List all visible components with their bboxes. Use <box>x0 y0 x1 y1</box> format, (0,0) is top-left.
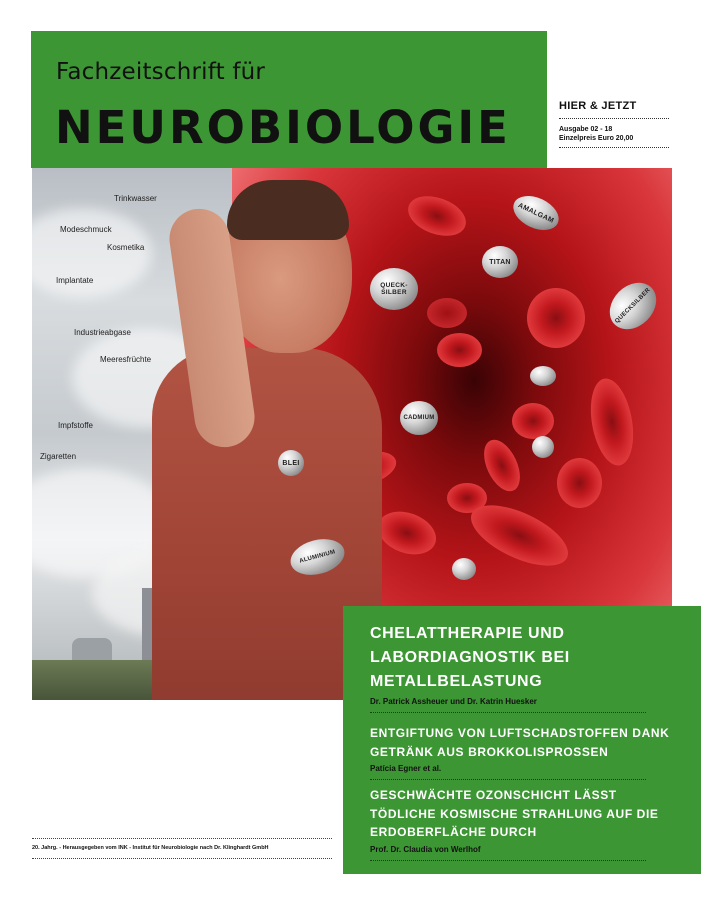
article-author: Dr. Patrick Assheuer und Dr. Katrin Huesker <box>370 697 537 706</box>
dotted-divider <box>370 712 646 713</box>
metal-particle: TITAN <box>482 246 518 278</box>
magazine-supertitle: Fachzeitschrift für <box>56 59 266 85</box>
article-author: Prof. Dr. Claudia von Werlhof <box>370 844 481 854</box>
metal-particle: ALUMINIUM <box>287 533 349 580</box>
source-label: Impfstoffe <box>58 421 93 430</box>
article-teaser[interactable] <box>370 724 670 780</box>
blood-cell <box>557 458 602 508</box>
dotted-divider <box>559 118 669 119</box>
source-label: Meeresfrüchte <box>100 355 152 364</box>
article-title: GESCHWÄCHTE OZONSCHICHT LÄSST TÖDLICHE KOSMISCHE STRAHLUNG AUF DIE ERDOBERFLÄCHE DURCH <box>370 788 659 839</box>
source-label: Modeschmuck <box>60 225 112 234</box>
masthead <box>31 31 547 168</box>
article-author: Patícia Egner et al. <box>370 764 442 773</box>
metal-particle: CADMIUM <box>400 401 438 435</box>
article-title: CHELATTHERAPIE UND LABORDIAGNOSTIK BEI METALLBELASTUNG <box>370 625 570 690</box>
blood-cell <box>512 403 554 439</box>
dotted-divider <box>559 147 669 148</box>
metal-particle: QUECK-SILBER <box>370 268 418 310</box>
article-teaser[interactable] <box>370 786 670 861</box>
blood-cell <box>427 298 467 328</box>
metal-particle: BLEI <box>278 450 304 476</box>
dotted-divider <box>370 779 646 780</box>
man-hair <box>227 180 349 240</box>
article-teasers <box>343 606 701 874</box>
metal-particle <box>452 558 476 580</box>
issue-info <box>559 100 669 148</box>
source-label: Industrieabgase <box>74 328 131 337</box>
dotted-divider <box>32 838 332 839</box>
section-label: HIER & JETZT <box>559 100 637 112</box>
metal-particle: QUECKSILBER <box>600 273 665 338</box>
metal-particle: AMALGAM <box>508 189 564 236</box>
blood-cell <box>437 333 482 367</box>
source-label: Implantate <box>56 276 94 285</box>
metal-particle <box>530 366 556 386</box>
issue-number: Ausgabe 02 - 18 <box>559 126 613 133</box>
article-teaser[interactable] <box>370 622 670 713</box>
article-title: ENTGIFTUNG VON LUFTSCHADSTOFFEN DANK GETRÄNK AUS BROKKOLISPROSSEN <box>370 726 670 759</box>
blood-cell <box>527 288 585 348</box>
source-label: Zigaretten <box>40 452 77 461</box>
metal-particle <box>532 436 554 458</box>
magazine-title: NEUROBIOLOGIE <box>55 101 511 154</box>
issue-price: Einzelpreis Euro 20,00 <box>559 135 634 142</box>
dotted-divider <box>32 858 332 859</box>
dotted-divider <box>370 860 646 861</box>
publisher-note: 20. Jahrg. - Herausgegeben vom INK - Institut für Neurobiologie nach Dr. Klinghardt GmbH <box>32 845 269 851</box>
source-label: Kosmetika <box>107 243 145 252</box>
source-label: Trinkwasser <box>114 194 157 203</box>
